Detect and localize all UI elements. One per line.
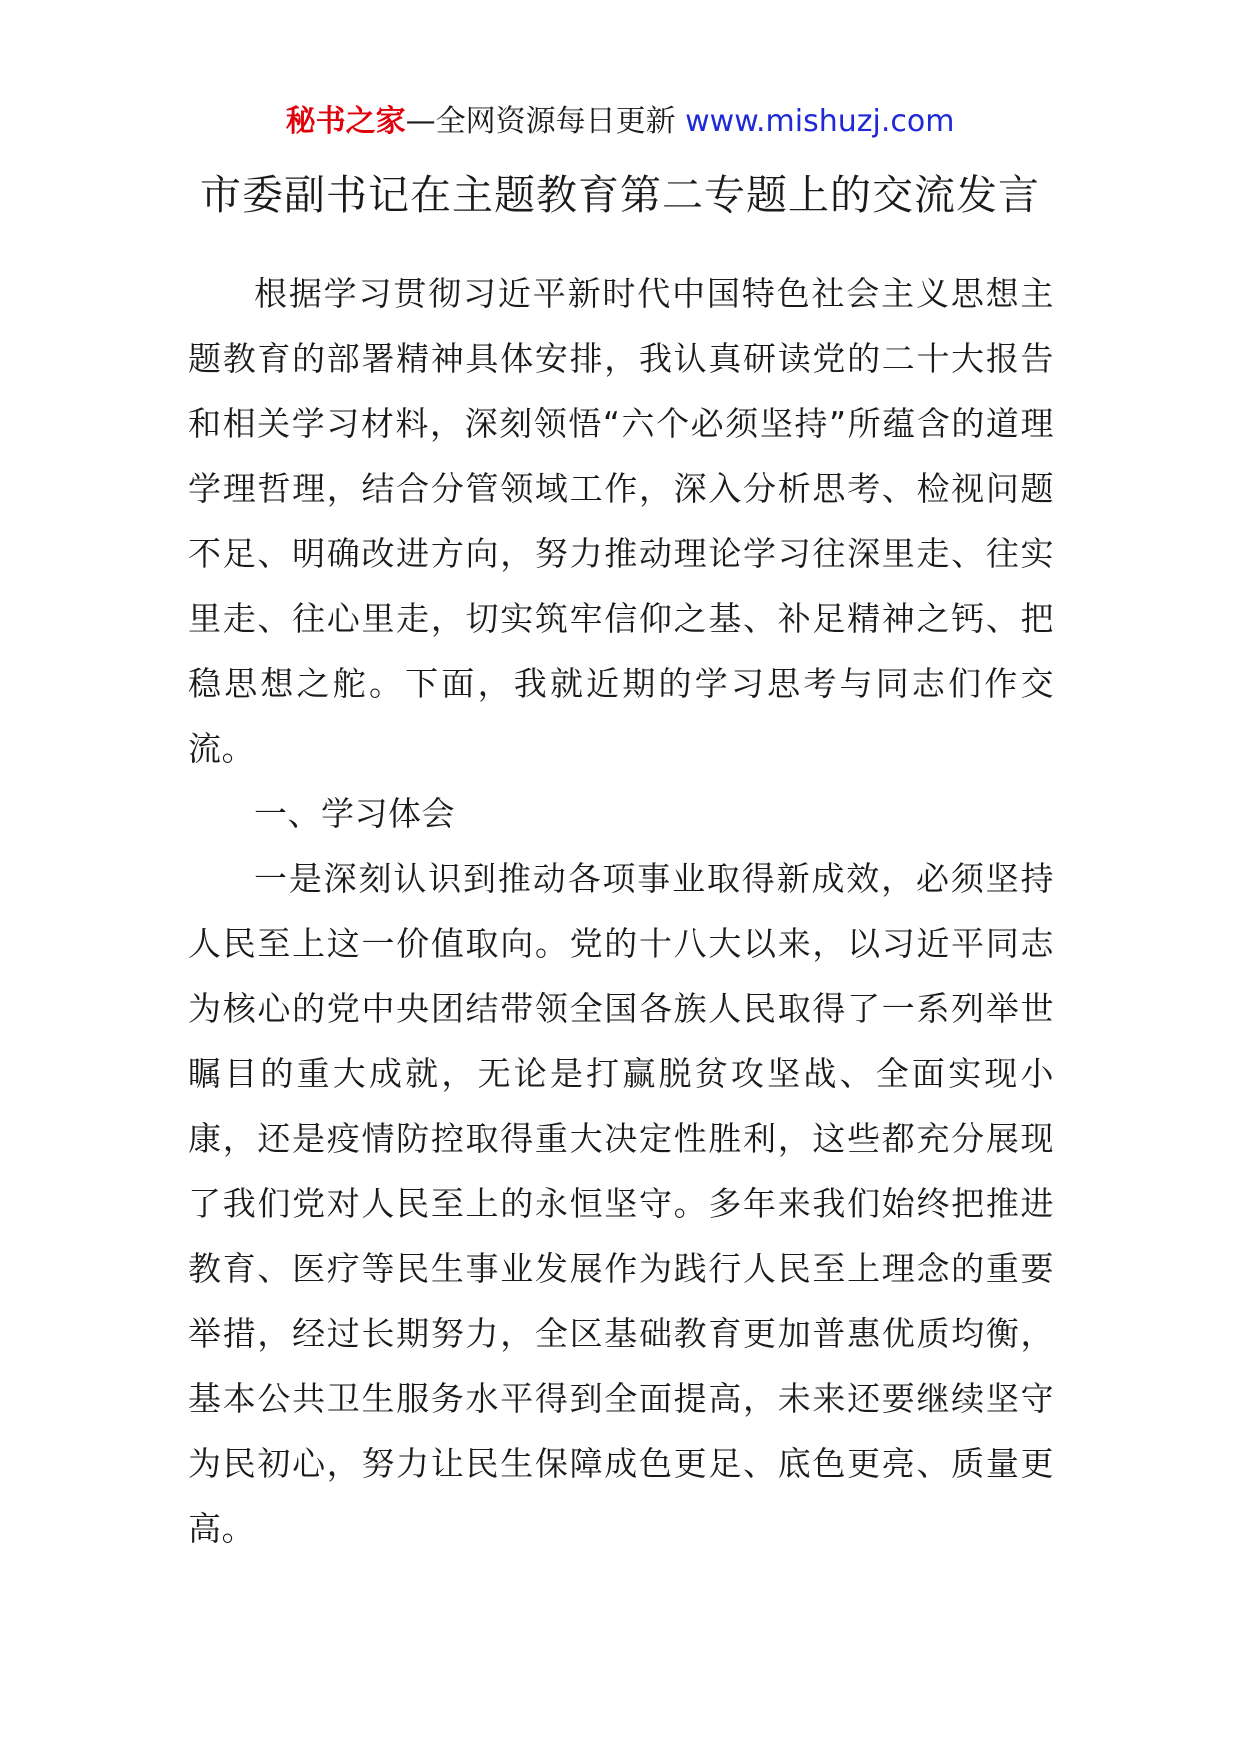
body-paragraph: 一是深刻认识到推动各项事业取得新成效，必须坚持人民至上这一价值取向。党的十八大以来，以习近平同志为核心的党中央团结带领全国各族人民取得了一系列举世瞩目的重大成就，无论是打赢脱贫攻坚战、全面实现小康，还是疫情防控取得重大决定性胜利，这些都充分展现了我们党对人民至上的永恒坚守。多年来我们始终把推进教育、医疗等民生事业发展作为践行人民至上理念的重要举措，经过长期努力，全区基础教育更加普惠优质均衡，基本公共卫生服务水平得到全面提高，未来还要继续坚守为民初心，努力让民生保障成色更足、底色更亮、质量更高。 — [188, 859, 1054, 1548]
section-heading: 一、学习体会 — [254, 794, 455, 833]
header-tagline: —全网资源每日更新 — [405, 104, 686, 139]
document-title: 市委副书记在主题教育第二专题上的交流发言 — [200, 171, 1040, 219]
document-body — [188, 261, 1054, 1561]
intro-paragraph: 根据学习贯彻习近平新时代中国特色社会主义思想主题教育的部署精神具体安排，我认真研读党的二十大报告和相关学习材料，深刻领悟“六个必须坚持”所蕴含的道理学理哲理，结合分管领域工作，深入分析思考、检视问题不足、明确改进方向，努力推动理论学习往深里走、往实里走、往心里走，切实筑牢信仰之基、补足精神之钙、把稳思想之舵。下面，我就近期的学习思考与同志们作交流。 — [188, 274, 1054, 768]
site-url-link[interactable]: www.mishuzj.com — [685, 104, 955, 139]
site-header — [0, 100, 1240, 144]
brand-name: 秘书之家 — [285, 104, 406, 139]
